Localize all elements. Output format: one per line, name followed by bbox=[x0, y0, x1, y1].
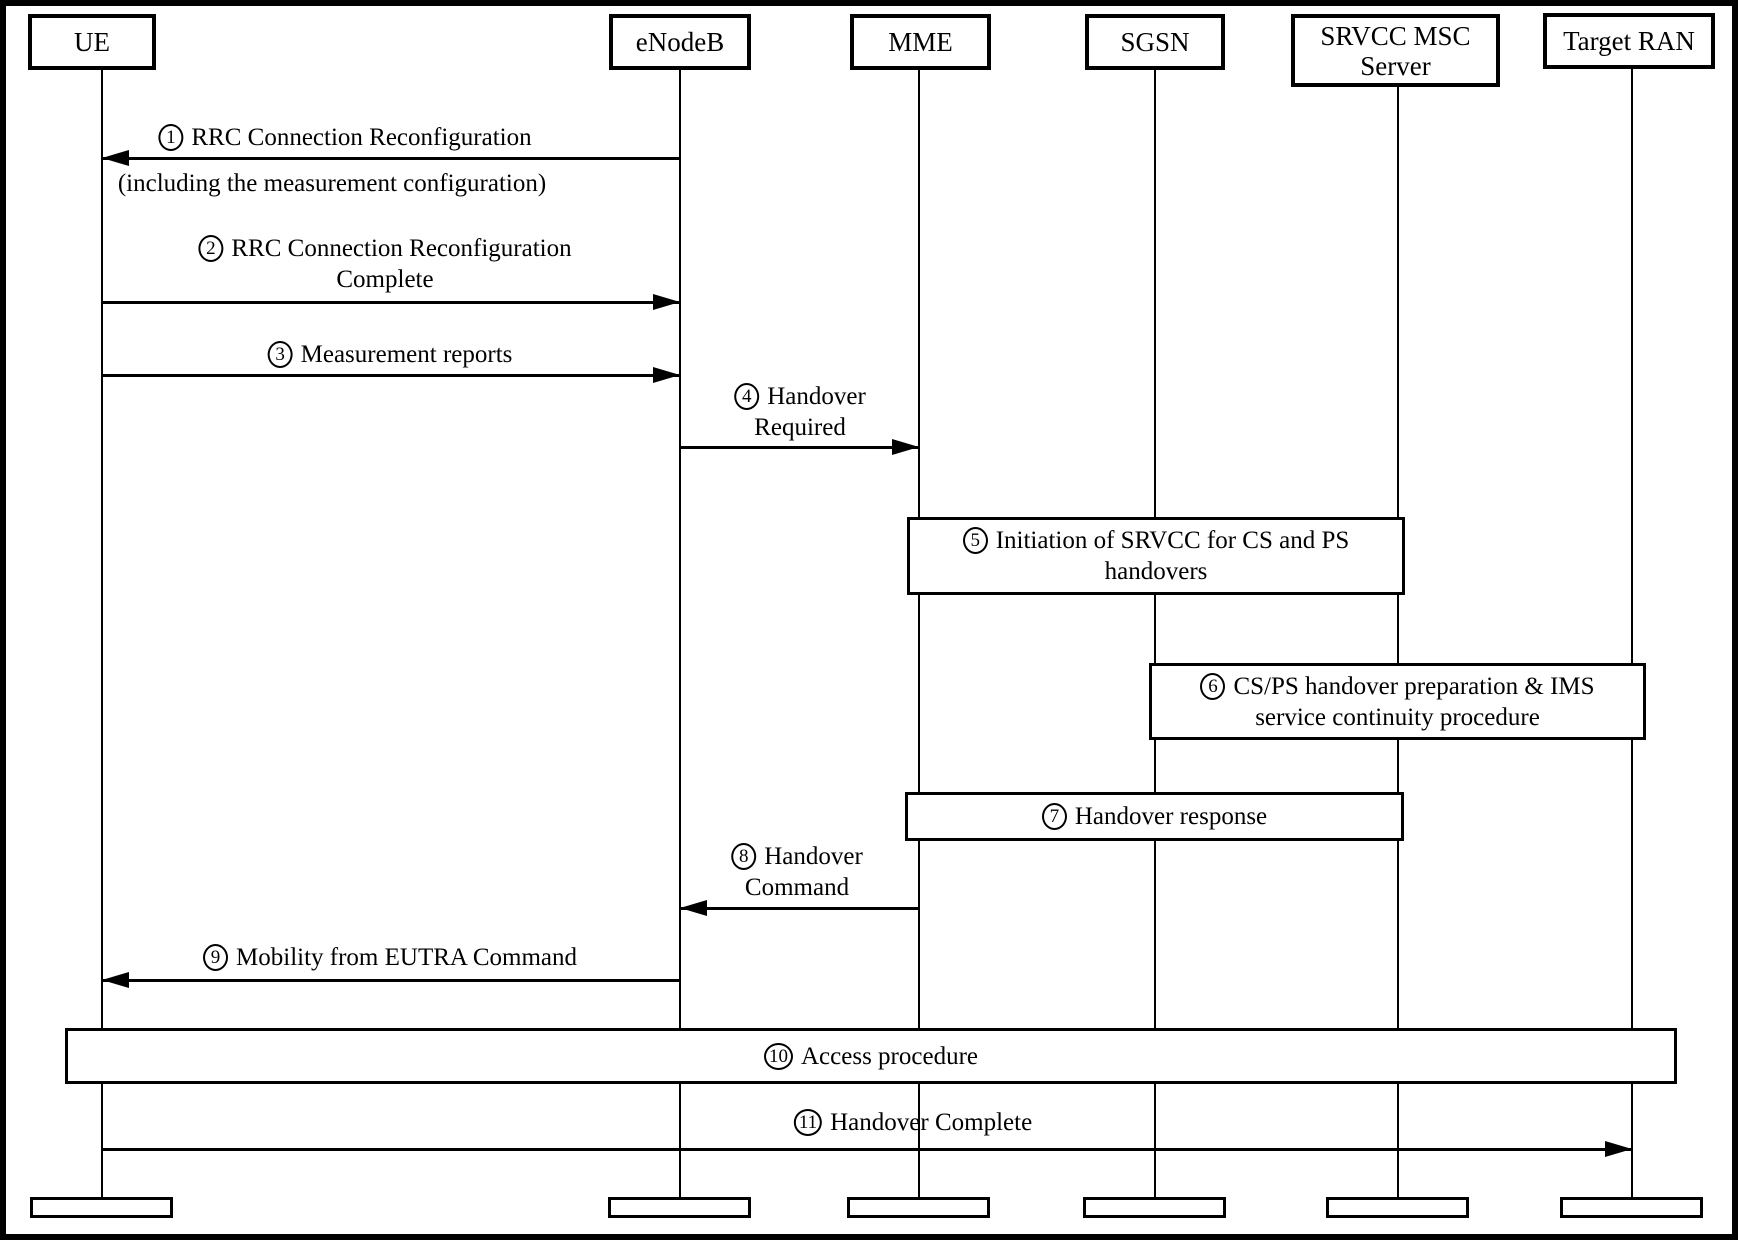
participant-srvcc-msc-server bbox=[1291, 14, 1500, 87]
message-2-arrow-line bbox=[102, 301, 680, 304]
participant-target-ran bbox=[1543, 13, 1715, 69]
procedure-10-number-icon: 10 bbox=[764, 1043, 793, 1070]
message-2-number-icon: 2 bbox=[198, 235, 223, 262]
message-4-text-line2: Required bbox=[754, 414, 846, 441]
message-11-number-icon: 11 bbox=[794, 1109, 822, 1136]
message-11-label bbox=[794, 1107, 1032, 1138]
message-1-arrow-line bbox=[102, 157, 680, 160]
message-1-note: (including the measurement configuration) bbox=[117, 170, 547, 197]
message-4-arrow-line bbox=[680, 446, 919, 449]
message-3-arrow-line bbox=[102, 374, 680, 377]
message-11-text: Handover Complete bbox=[830, 1109, 1033, 1136]
message-1-arrowhead-icon bbox=[102, 150, 129, 166]
procedure-6-box bbox=[1149, 663, 1646, 740]
terminator-ue bbox=[30, 1197, 173, 1218]
participant-sgsn bbox=[1085, 14, 1225, 70]
message-2-text-line2: Complete bbox=[336, 266, 434, 293]
message-3-text: Measurement reports bbox=[300, 341, 513, 368]
procedure-7-box bbox=[905, 792, 1404, 841]
message-8-arrowhead-icon bbox=[680, 900, 707, 916]
message-8-label bbox=[731, 841, 863, 903]
message-2-text-line1: RRC Connection Reconfiguration bbox=[231, 235, 572, 262]
message-8-arrow-line bbox=[680, 907, 919, 910]
message-8-number-icon: 8 bbox=[731, 843, 756, 870]
message-8-text-line1: Handover bbox=[764, 843, 863, 870]
procedure-5-box bbox=[907, 517, 1405, 595]
procedure-6-number-icon: 6 bbox=[1200, 673, 1225, 700]
terminator-target-ran bbox=[1560, 1197, 1703, 1218]
message-3-number-icon: 3 bbox=[268, 341, 293, 368]
terminator-enodeb bbox=[608, 1197, 751, 1218]
terminator-mme bbox=[847, 1197, 990, 1218]
message-1-label bbox=[158, 122, 531, 153]
message-4-label bbox=[734, 381, 866, 443]
procedure-5-number-icon: 5 bbox=[963, 527, 988, 554]
message-1-text: RRC Connection Reconfiguration bbox=[191, 124, 532, 151]
participant-enodeb bbox=[609, 14, 751, 70]
message-11-arrow-line bbox=[102, 1148, 1632, 1151]
participant-mme-label: MME bbox=[888, 27, 953, 57]
message-9-arrow-line bbox=[102, 979, 680, 982]
participant-ue bbox=[28, 14, 156, 70]
message-9-label bbox=[203, 942, 577, 973]
message-9-arrowhead-icon bbox=[102, 972, 129, 988]
procedure-10-text: Access procedure bbox=[801, 1042, 978, 1070]
procedure-10-box bbox=[65, 1028, 1677, 1084]
participant-srvcc-label-line2: Server bbox=[1360, 50, 1431, 81]
procedure-5-text-line1: Initiation of SRVCC for CS and PS bbox=[995, 527, 1350, 554]
participant-srvcc-label-line1: SRVCC MSC bbox=[1320, 20, 1471, 51]
participant-target-ran-label: Target RAN bbox=[1563, 26, 1695, 56]
participant-mme bbox=[850, 14, 991, 70]
message-2-label bbox=[198, 233, 571, 295]
procedure-5-text-line2: handovers bbox=[1104, 558, 1208, 585]
message-3-label bbox=[268, 339, 513, 370]
participant-sgsn-label: SGSN bbox=[1120, 27, 1190, 57]
message-4-text-line1: Handover bbox=[767, 383, 866, 410]
message-11-arrowhead-icon bbox=[1605, 1141, 1632, 1157]
procedure-7-text: Handover response bbox=[1074, 803, 1268, 830]
message-1-number-icon: 1 bbox=[158, 124, 183, 151]
message-3-arrowhead-icon bbox=[653, 367, 680, 383]
terminator-sgsn bbox=[1083, 1197, 1226, 1218]
procedure-7-number-icon: 7 bbox=[1042, 803, 1067, 830]
message-9-text: Mobility from EUTRA Command bbox=[236, 944, 577, 971]
message-2-arrowhead-icon bbox=[653, 294, 680, 310]
message-4-number-icon: 4 bbox=[734, 383, 759, 410]
message-9-number-icon: 9 bbox=[203, 944, 228, 971]
participant-ue-label: UE bbox=[74, 27, 110, 57]
message-4-arrowhead-icon bbox=[892, 439, 919, 455]
message-8-text-line2: Command bbox=[744, 874, 850, 901]
procedure-6-text-line1: CS/PS handover preparation & IMS bbox=[1233, 672, 1595, 700]
terminator-srvcc-msc-server bbox=[1326, 1197, 1469, 1218]
procedure-6-text-line2: service continuity procedure bbox=[1255, 703, 1540, 731]
participant-enodeb-label: eNodeB bbox=[635, 27, 725, 57]
